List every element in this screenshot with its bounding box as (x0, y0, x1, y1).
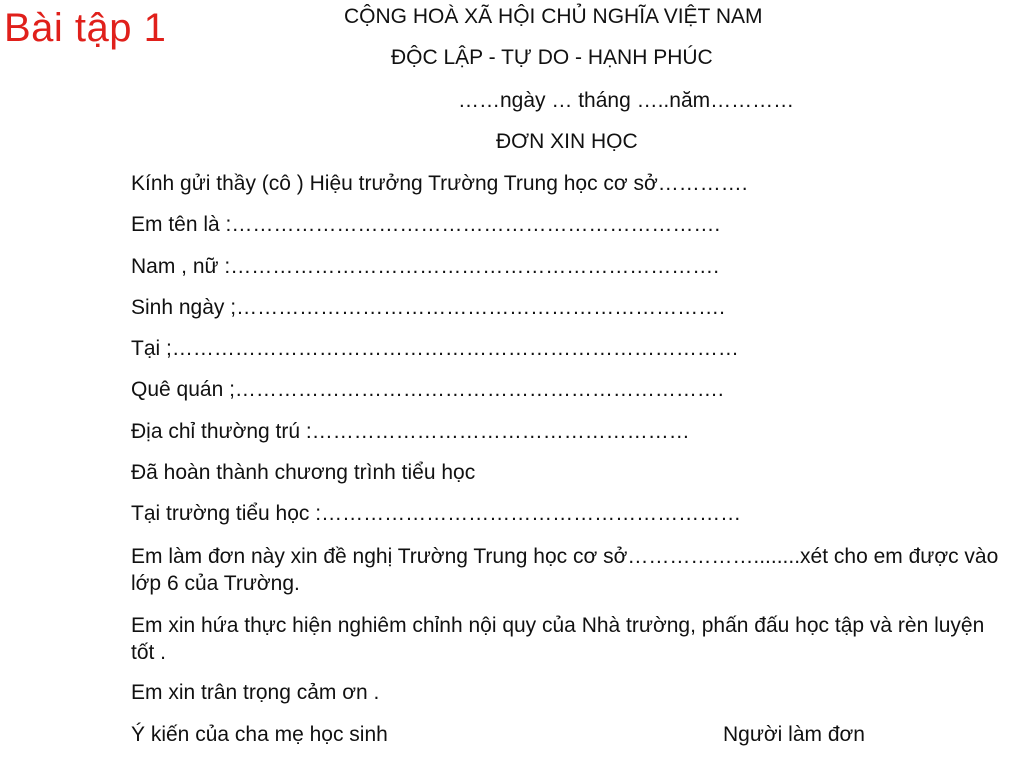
primary-school-field: Tại trường tiểu học :…………………………………………………… (131, 502, 742, 525)
applicant-signature-label: Người làm đơn (723, 723, 865, 746)
national-motto: ĐỘC LẬP - TỰ DO - HẠNH PHÚC (391, 46, 713, 69)
hometown-field: Quê quán ;……………………………………………………………. (131, 378, 724, 401)
recipient-line: Kính gửi thầy (cô ) Hiệu trưởng Trường Trung học cơ sở…………. (131, 172, 748, 195)
completed-statement: Đã hoàn thành chương trình tiểu học (131, 461, 476, 484)
request-paragraph: Em làm đơn này xin đề nghị Trường Trung học cơ sở………………........xét cho em được vào lớp 6 của Trường. (131, 545, 999, 595)
country-name: CỘNG HOÀ XÃ HỘI CHỦ NGHĨA VIỆT NAM (344, 5, 763, 28)
address-field: Địa chỉ thường trú :……………………………………………… (131, 420, 690, 443)
thanks-line: Em xin trân trọng cảm ơn . (131, 681, 380, 704)
parent-signature-label: Ý kiến của cha mẹ học sinh (131, 723, 388, 746)
form-title: ĐƠN XIN HỌC (496, 130, 638, 153)
exercise-label: Bài tập 1 (4, 6, 167, 50)
name-field: Em tên là :……………………………………………………………. (131, 213, 721, 236)
birth-place-field: Tại ;……………………………………………………………………… (131, 337, 739, 360)
birth-date-field: Sinh ngày ;……………………………………………………………. (131, 296, 725, 319)
promise-paragraph: Em xin hứa thực hiện nghiêm chỉnh nội quy của Nhà trường, phấn đấu học tập và rèn luyện tốt . (131, 614, 985, 664)
gender-field: Nam , nữ :……………………………………………………………. (131, 255, 720, 278)
date-line: ……ngày … tháng …..năm………… (458, 89, 795, 112)
